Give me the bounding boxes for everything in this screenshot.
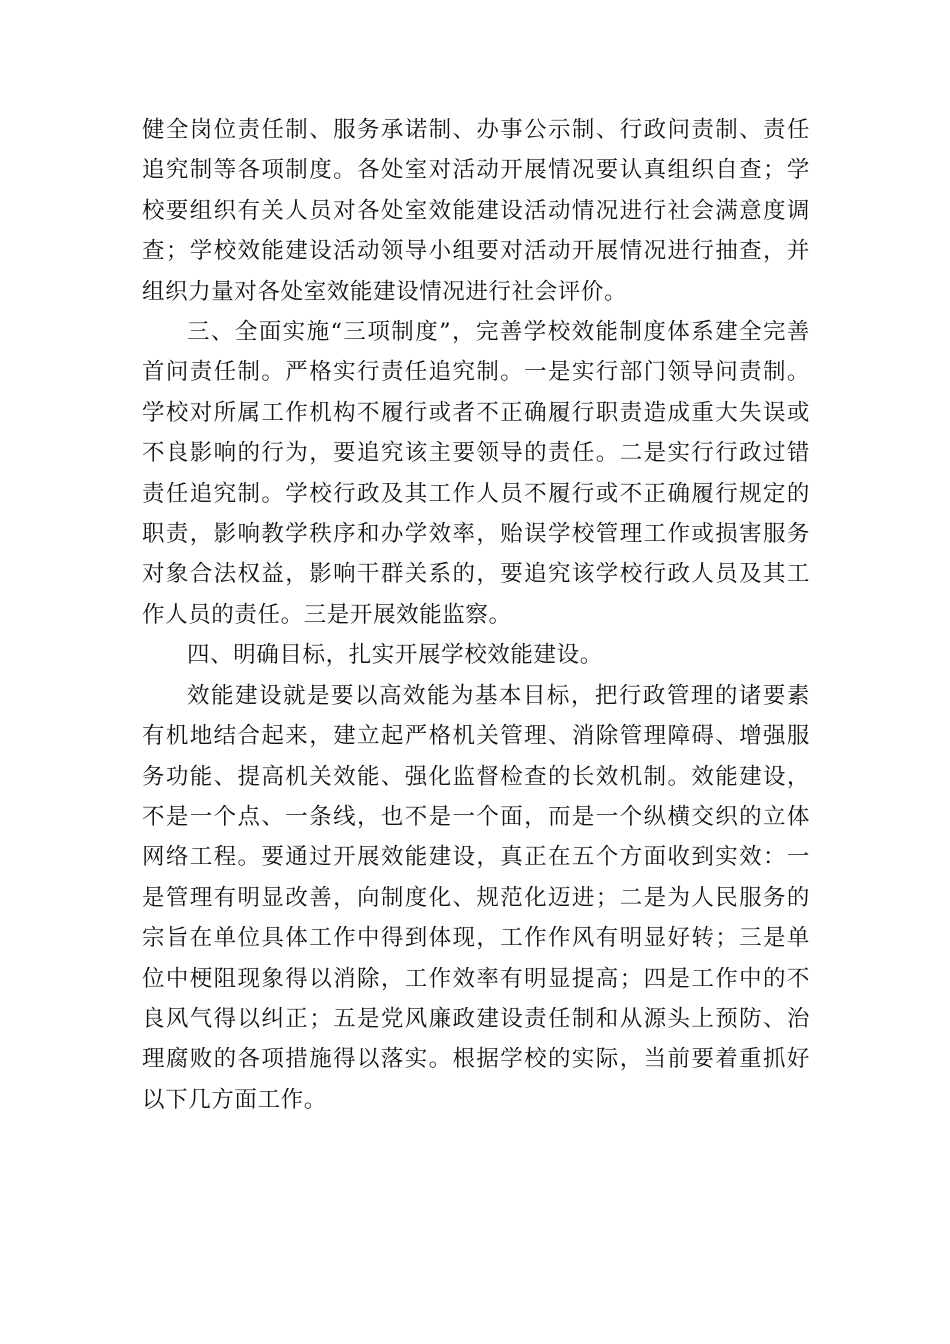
paragraph-3: 四、明确目标，扎实开展学校效能建设。 <box>187 642 603 669</box>
paragraph-4: 效能建设就是要以高效能为基本目标，把行政管理的诸要素有机地结合起来，建立起严格机关管理、消除管理障碍、增强服务功能、提高机关效能、强化监督检查的长效机制。效能建设，不是一个点、一条线，也不是一个面，而是一个纵横交织的立体网络工程。要通过开展效能建设，真正在五个方面收到实效：一是管理有明显改善，向制度化、规范化迈进；二是为人民服务的宗旨在单位具体工作中得到体现，工作作风有明显好转；三是单位中梗阻现象得以消除，工作效率有明显提高；四是工作中的不良风气得以纠正；五是党风廉政建设责任制和从源头上预防、治理腐败的各项措施得以落实。根据学校的实际，当前要着重抓好以下几方面工作。 <box>142 682 810 1113</box>
paragraph-2: 三、全面实施“三项制度”，完善学校效能制度体系建全完善首问责任制。严格实行责任追究制。一是实行部门领导问责制。学校对所属工作机构不履行或者不正确履行职责造成重大失误或不良影响的行为，要追究该主要领导的责任。二是实行行政过错责任追究制。学校行政及其工作人员不履行或不正确履行规定的职责，影响教学秩序和办学效率，贻误学校管理工作或损害服务对象合法权益，影响干群关系的，要追究该学校行政人员及其工作人员的责任。三是开展效能监察。 <box>142 319 810 628</box>
document-body <box>142 110 810 1120</box>
paragraph-1: 健全岗位责任制、服务承诺制、办事公示制、行政问责制、责任追究制等各项制度。各处室对活动开展情况要认真组织自查；学校要组织有关人员对各处室效能建设活动情况进行社会满意度调查；学校效能建设活动领导小组要对活动开展情况进行抽查，并组织力量对各处室效能建设情况进行社会评价。 <box>142 117 810 305</box>
